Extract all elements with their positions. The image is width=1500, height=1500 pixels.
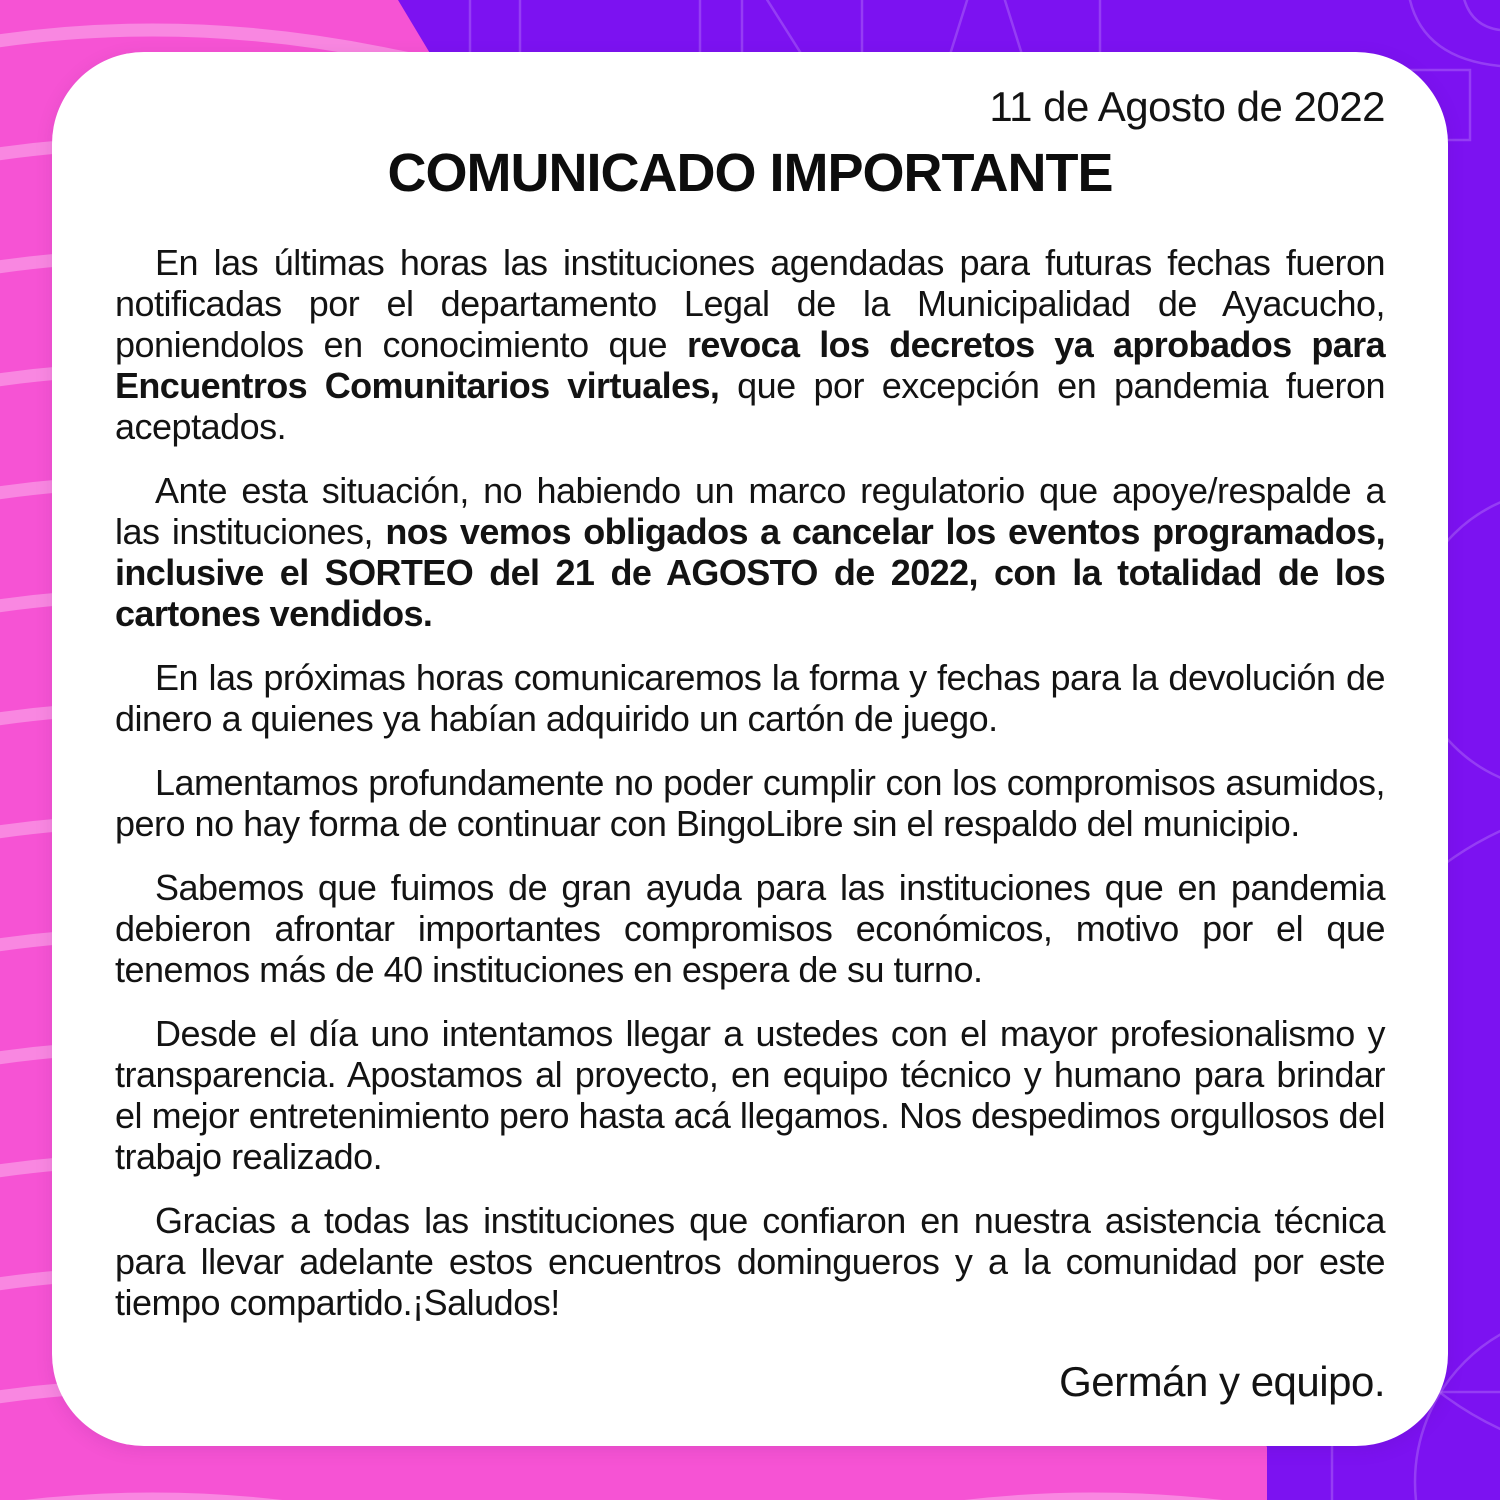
text-segment: En las últimas horas las instituciones agendadas para futuras fechas fueron notificadas por el departamento Legal de la Municipalidad de Ayacucho, poniendolos en conocimiento que xyxy=(115,241,1385,365)
bold-text-segment: revoca los decretos ya aprobados para Encuentros Comunitarios virtuales, xyxy=(115,323,1385,406)
text-segment: Desde el día uno intentamos llegar a ustedes con el mayor profesionalismo y transparencia. Apostamos al proyecto, en equipo técnico y humano para brindar el mejor entretenimiento pero hasta acá llegamos. Nos despedimos orgullosos del trabajo realizado. xyxy=(115,1013,1385,1178)
body-paragraph xyxy=(115,1200,1385,1323)
body-paragraph xyxy=(115,762,1385,844)
body-paragraph xyxy=(115,470,1385,634)
body-paragraph xyxy=(115,1013,1385,1177)
body-paragraph xyxy=(115,657,1385,739)
page-title: COMUNICADO IMPORTANTE xyxy=(387,143,1113,204)
date-text: 11 de Agosto de 2022 xyxy=(989,83,1385,130)
announcement-card xyxy=(52,52,1448,1446)
body-paragraph xyxy=(115,242,1385,447)
text-segment: Ante esta situación, no habiendo un marco regulatorio que apoye/respalde a las instituciones, xyxy=(115,469,1385,552)
text-segment: Gracias a todas las instituciones que confiaron en nuestra asistencia técnica para llevar adelante estos encuentros domingueros y a la comunidad por este tiempo compartido.¡Saludos! xyxy=(115,1200,1385,1324)
text-segment: que por excepción en pandemia fueron aceptados. xyxy=(115,364,1385,447)
text-segment: Lamentamos profundamente no poder cumplir con los compromisos asumidos, pero no hay forma de continuar con BingoLibre sin el respaldo del municipio. xyxy=(115,762,1385,845)
announcement-body xyxy=(115,242,1385,1324)
body-paragraph xyxy=(115,867,1385,990)
signature-text: Germán y equipo. xyxy=(1059,1357,1385,1405)
bold-text-segment: nos vemos obligados a cancelar los eventos programados, inclusive el SORTEO del 21 de AGOSTO de 2022, con la totalidad de los cartones vendidos. xyxy=(115,510,1385,635)
text-segment: Sabemos que fuimos de gran ayuda para las instituciones que en pandemia debieron afrontar importantes compromisos económicos, motivo por el que tenemos más de 40 instituciones en espera de su turno. xyxy=(115,867,1385,991)
text-segment: En las próximas horas comunicaremos la forma y fechas para la devolución de dinero a quienes ya habían adquirido un cartón de juego. xyxy=(115,657,1385,740)
